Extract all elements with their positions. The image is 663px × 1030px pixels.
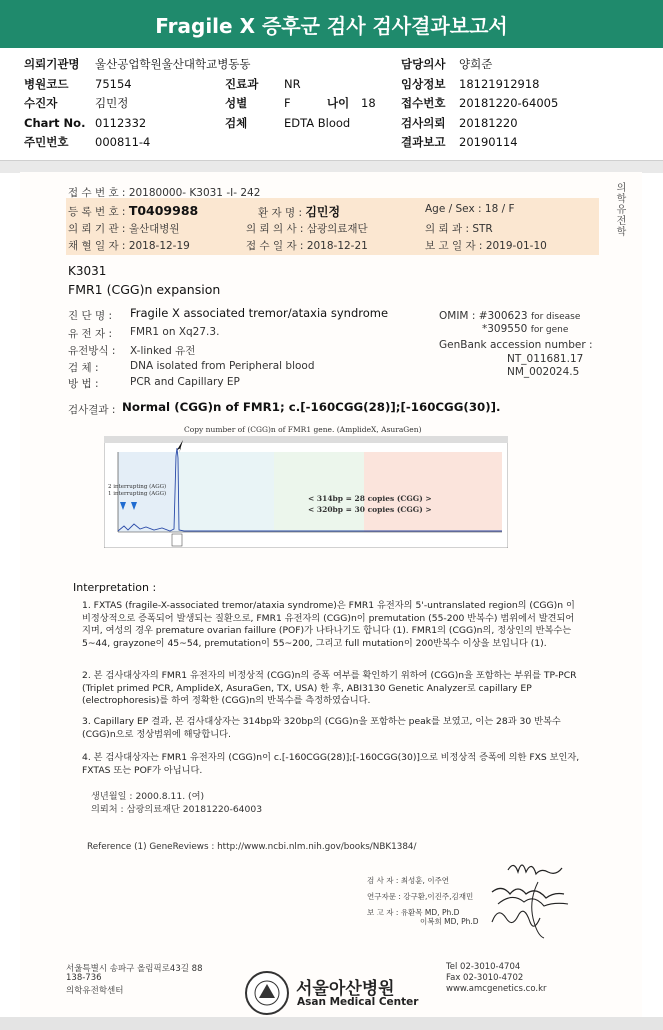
meta-label-doctor: 담당의사	[401, 57, 446, 71]
meta-label-chart: Chart No.	[24, 116, 86, 130]
meta-value-org: 울산공업학원울산대학교병동동	[95, 57, 251, 71]
address-line-2: 138-736	[66, 973, 102, 983]
receive-date: 접 수 일 자 : 2018-12-21	[246, 240, 368, 252]
meta-label-org: 의뢰기관명	[24, 57, 80, 71]
genbank-label: GenBank accession number :	[439, 339, 593, 351]
meta-label-result-date: 결과보고	[401, 135, 446, 149]
test-name: FMR1 (CGG)n expansion	[68, 282, 221, 297]
gene-label: 유 전 자 :	[68, 328, 112, 340]
meta-value-age: 18	[361, 96, 376, 110]
dx-value: Fragile X associated tremor/ataxia syndrome	[130, 306, 389, 320]
inherit-label: 유전방식 :	[68, 345, 116, 357]
meta-label-patient: 수진자	[24, 96, 58, 110]
specimen-value: DNA isolated from Peripheral blood	[130, 360, 315, 372]
omim-1: OMIM : #300623 for disease	[439, 310, 581, 322]
meta-label-specimen: 검체	[225, 116, 248, 130]
annotation-320: < 320bp = 30 copies (CGG) >	[308, 505, 432, 514]
website-link[interactable]: www.amcgenetics.co.kr	[446, 984, 547, 994]
reporter-2: 이복희 MD, Ph.D	[420, 917, 479, 926]
fax: Fax 02-3010-4702	[446, 973, 524, 983]
meta-value-sex: F	[284, 96, 291, 110]
omim-2: *309550 for gene	[482, 323, 569, 335]
annotation-314: < 314bp = 28 copies (CGG) >	[308, 494, 432, 503]
inherit-value: X-linked 유전	[130, 345, 196, 357]
address-line-3: 의학유전학센터	[66, 986, 124, 996]
meta-value-rrn: 000811-4	[95, 135, 151, 149]
hospital-name-en: Asan Medical Center	[297, 996, 419, 1008]
genbank-1: NT_011681.17	[507, 353, 584, 365]
interpretation-4: 4. 본 검사대상자는 FMR1 유전자의 (CGG)n이 c.[-160CGG(28)];[-160CGG(30)]으로 비정상적 증폭에 의한 FXS 보인자, FXTAS 또는 POF가 아닙니다.	[82, 752, 580, 776]
gene-value: FMR1 on Xq27.3.	[130, 326, 220, 338]
report-title-bar	[0, 0, 663, 48]
reporter: 보 고 자 : 유환목 MD, Ph.D	[367, 908, 460, 917]
figure-toolbar	[104, 436, 508, 443]
test-code: K3031	[68, 264, 107, 278]
report-date: 보 고 일 자 : 2019-01-10	[425, 240, 547, 252]
reg-no: 접 수 번 호 : 20180000- K3031 -I- 242	[68, 187, 261, 199]
genbank-2: NM_002024.5	[507, 366, 580, 378]
region-premutation	[274, 452, 364, 532]
age-sex: Age / Sex : 18 / F	[425, 203, 515, 215]
figure-title: Copy number of (CGG)n of FMR1 gene. (AmplideX, AsuraGen)	[184, 425, 422, 434]
meta-label-dept: 진료과	[225, 77, 259, 91]
meta-label-accession: 접수번호	[401, 96, 446, 110]
interpretation-3: 3. Capillary EP 결과, 본 검사대상자는 314bp와 320bp의 (CGG)n을 포함하는 peak를 보였고, 이는 28과 30 반복수 (CGG)n으로 정상범위에 해당합니다.	[82, 716, 561, 740]
region-full-mutation	[364, 452, 502, 532]
meta-value-clinical: 18121912918	[459, 77, 540, 91]
reference: Reference (1) GeneReviews : http://www.ncbi.nlm.nih.gov/books/NBK1384/	[87, 842, 417, 852]
report-title: Fragile X 증후군 검사 검사결과보고서	[155, 13, 508, 38]
legend-agg-1: 1 interrupting (AGG)	[108, 491, 167, 497]
address-line-1: 서울특별시 송파구 올림픽로43길 88	[66, 964, 203, 974]
requester: 의뢰처 : 삼광의료재단 20181220-64003	[91, 804, 263, 815]
dx-label: 진 단 명 :	[68, 310, 112, 322]
bottom-band	[0, 1017, 663, 1030]
side-label: 의학유전학	[614, 182, 625, 237]
meta-value-dept: NR	[284, 77, 301, 91]
meta-value-patient: 김민정	[95, 96, 129, 110]
meta-value-accession: 20181220-64005	[459, 96, 559, 110]
hospital-name-ko: 서울아산병원	[296, 979, 395, 999]
doctor: 의 뢰 의 사 : 삼광의료재단	[246, 223, 368, 235]
meta-value-doctor: 양희준	[459, 57, 493, 71]
legend-agg-2: 2 interrupting (AGG)	[108, 484, 167, 490]
meta-value-request: 20181220	[459, 116, 518, 130]
reg-id: 등 록 번 호 : T0409988	[68, 203, 199, 218]
region-grayzone	[178, 452, 274, 532]
handwritten-signature	[478, 852, 576, 944]
meta-label-rrn: 주민번호	[24, 135, 69, 149]
result-value: Normal (CGG)n of FMR1; c.[-160CGG(28)];[-160CGG(30)].	[122, 400, 501, 414]
interpretation-1: 1. FXTAS (fragile-X-associated tremor/ataxia syndrome)은 FMR1 유전자의 5'-untranslated region의 (CGG)n 이 비정상적으로 증폭되어 발생되는 질환으로, FMR1 유전자의 (CGG)n이 premutation (55-200 반복수) 범위에서 발견되어지며, 여성의 경우 premature ovarian faillure (POF)가 나타나기도 합니다 (1). FMR1의 (CGG)n의, 정상인의 반복수는 5~44, grayzone이 45~54, premutation이 55~200, 그리고 full mutation이 200반복수 이상을 보입니다 (1).	[82, 600, 575, 649]
meta-value-specimen: EDTA Blood	[284, 116, 351, 130]
org: 의 뢰 기 관 : 울산대병원	[68, 223, 180, 235]
method-label: 방 법 :	[68, 378, 99, 390]
collect-date: 채 혈 일 자 : 2018-12-19	[68, 240, 190, 252]
interpretation-title: Interpretation :	[73, 581, 157, 594]
method-value: PCR and Capillary EP	[130, 376, 240, 388]
patient-name: 환 자 명 : 김민정	[258, 205, 341, 219]
specimen-label: 검 체 :	[68, 362, 99, 374]
meta-value-hospcode: 75154	[95, 77, 132, 91]
meta-label-clinical: 임상정보	[401, 77, 446, 91]
interpretation-2: 2. 본 검사대상자의 FMR1 유전자의 비정상적 (CGG)n의 증폭 여부를 확인하기 위하여 (CGG)n을 포함하는 부위를 TP-PCR (Triplet primed PCR, AmplideX, AsuraGen, TX, USA) 한 후, ABI3130 Genetic Analyzer로 capillary EP (electrophoresis)를 하여 정확한 (CGG)n의 반복수를 측정하였습니다.	[82, 670, 577, 707]
researcher: 연구자문 : 강구환,이진주,김재민	[367, 892, 474, 901]
result-label: 검사결과 :	[68, 404, 116, 416]
meta-label-age: 나이	[327, 96, 350, 110]
peak-label-box	[172, 534, 182, 546]
meta-value-result-date: 20190114	[459, 135, 518, 149]
meta-label-sex: 성별	[225, 96, 248, 110]
asan-foundation-seal	[244, 970, 290, 1016]
dob: 생년월일 : 2000.8.11. (여)	[91, 791, 205, 802]
meta-label-hospcode: 병원코드	[24, 77, 69, 91]
inspector: 검 사 자 : 최성훈, 이주연	[367, 876, 450, 885]
phone: Tel 02-3010-4704	[446, 962, 521, 972]
meta-label-request: 검사의뢰	[401, 116, 446, 130]
dept: 의 뢰 과 : STR	[425, 223, 493, 235]
meta-value-chart: 0112332	[95, 116, 147, 130]
